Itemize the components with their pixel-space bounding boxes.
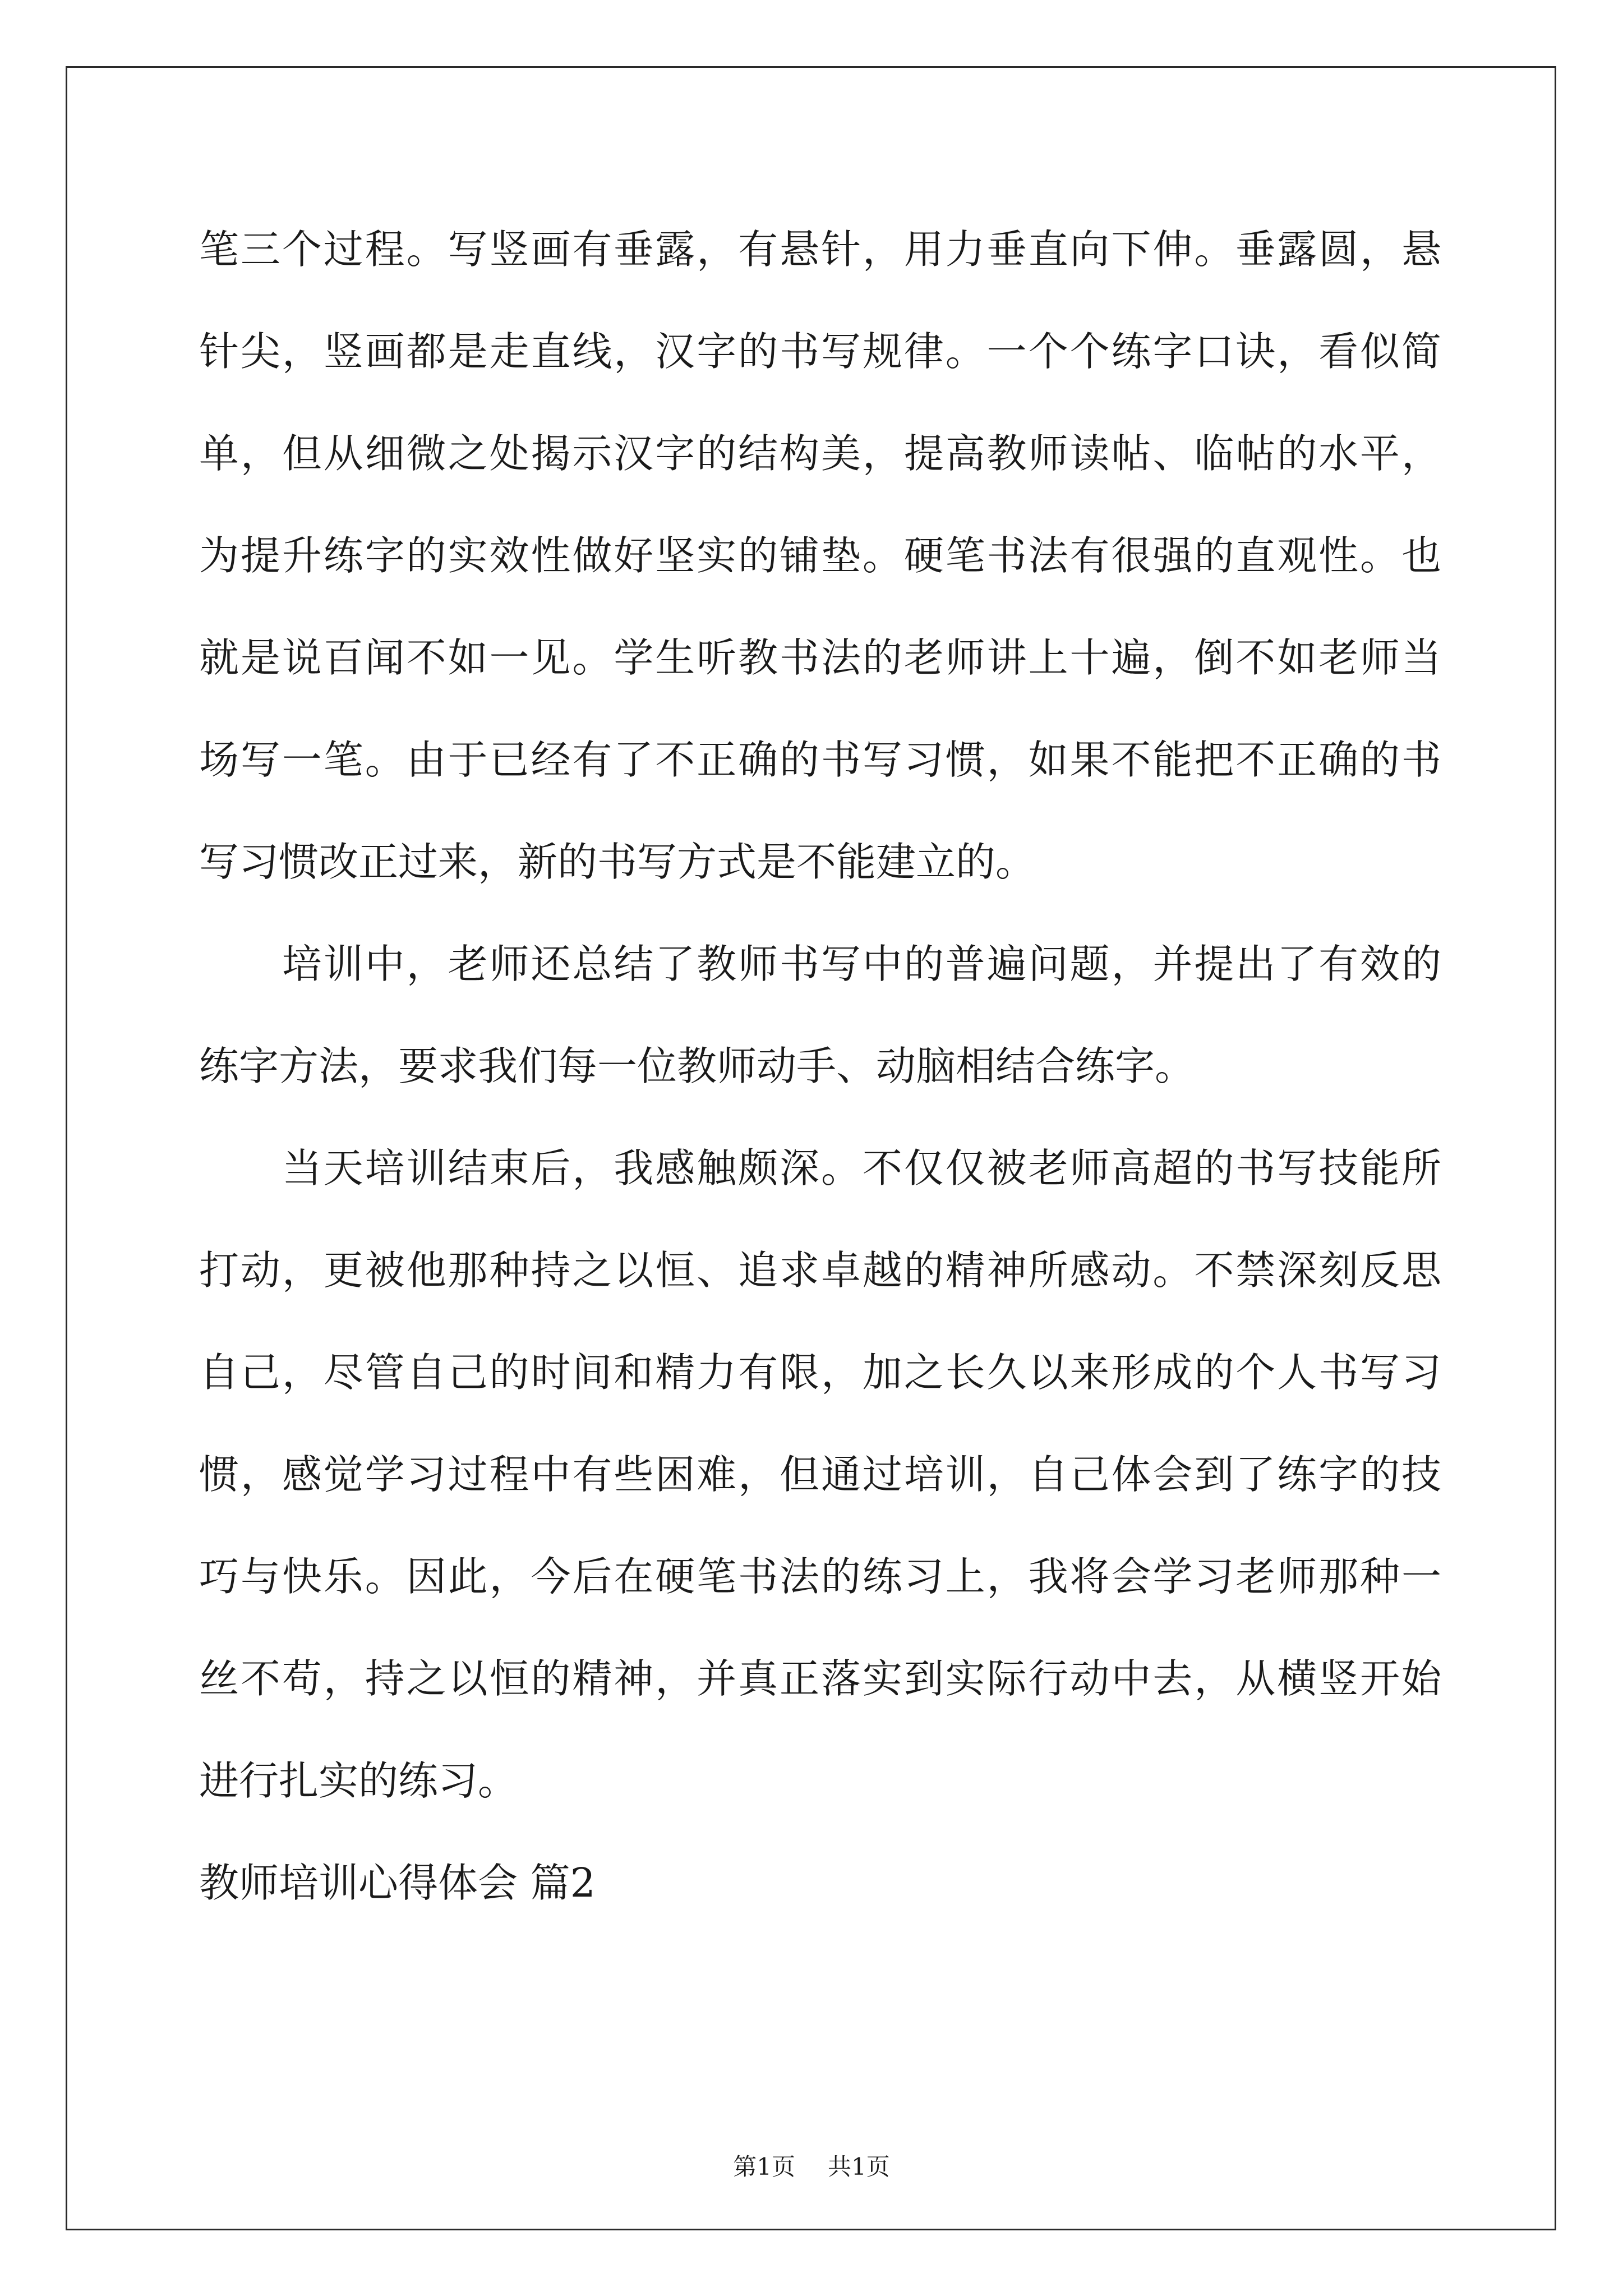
text-line: 当天培训结束后，我感触颇深。不仅仅被老师高超的书写技能所	[199, 1145, 1441, 1191]
text-line: 培训中，老师还总结了教师书写中的普遍问题，并提出了有效的	[199, 941, 1441, 987]
document-body	[199, 224, 1441, 1960]
text-line: 就是说百闻不如一见。学生听教书法的老师讲上十遍，倒不如老师当	[199, 634, 1441, 681]
text-line: 练字方法，要求我们每一位教师动手、动脑相结合练字。	[199, 1043, 1195, 1089]
text-line: 笔三个过程。写竖画有垂露，有悬针，用力垂直向下伸。垂露圆，悬	[199, 226, 1441, 273]
text-line: 为提升练字的实效性做好坚实的铺垫。硬笔书法有很强的直观性。也	[199, 532, 1441, 579]
text-line: 自己，尽管自己的时间和精力有限，加之长久以来形成的个人书写习	[199, 1349, 1441, 1396]
text-line: 丝不苟，持之以恒的精神，并真正落实到实际行动中去，从横竖开始	[199, 1655, 1441, 1702]
text-line: 单，但从细微之处揭示汉字的结构美，提高教师读帖、临帖的水平，	[199, 430, 1441, 477]
text-line: 场写一笔。由于已经有了不正确的书写习惯，如果不能把不正确的书	[199, 737, 1441, 783]
paragraph-2	[199, 939, 1441, 1143]
text-line: 针尖，竖画都是走直线，汉字的书写规律。一个个练字口诀，看似简	[199, 328, 1441, 375]
text-line: 写习惯改正过来，新的书写方式是不能建立的。	[199, 839, 1036, 885]
text-line: 惯，感觉学习过程中有些困难，但通过培训，自己体会到了练字的技	[199, 1451, 1441, 1498]
text-line: 打动，更被他那种持之以恒、追求卓越的精神所感动。不禁深刻反思	[199, 1247, 1441, 1294]
page-number: 第1页	[733, 2153, 795, 2180]
paragraph-1	[199, 224, 1441, 939]
section-heading: 教师培训心得体会 篇2	[199, 1860, 596, 1906]
page-total: 共1页	[828, 2153, 890, 2180]
text-line: 巧与快乐。因此，今后在硬笔书法的练习上，我将会学习老师那种一	[199, 1553, 1441, 1600]
page-footer	[0, 2153, 1623, 2181]
paragraph-3	[199, 1143, 1441, 1858]
text-line: 进行扎实的练习。	[199, 1757, 518, 1804]
